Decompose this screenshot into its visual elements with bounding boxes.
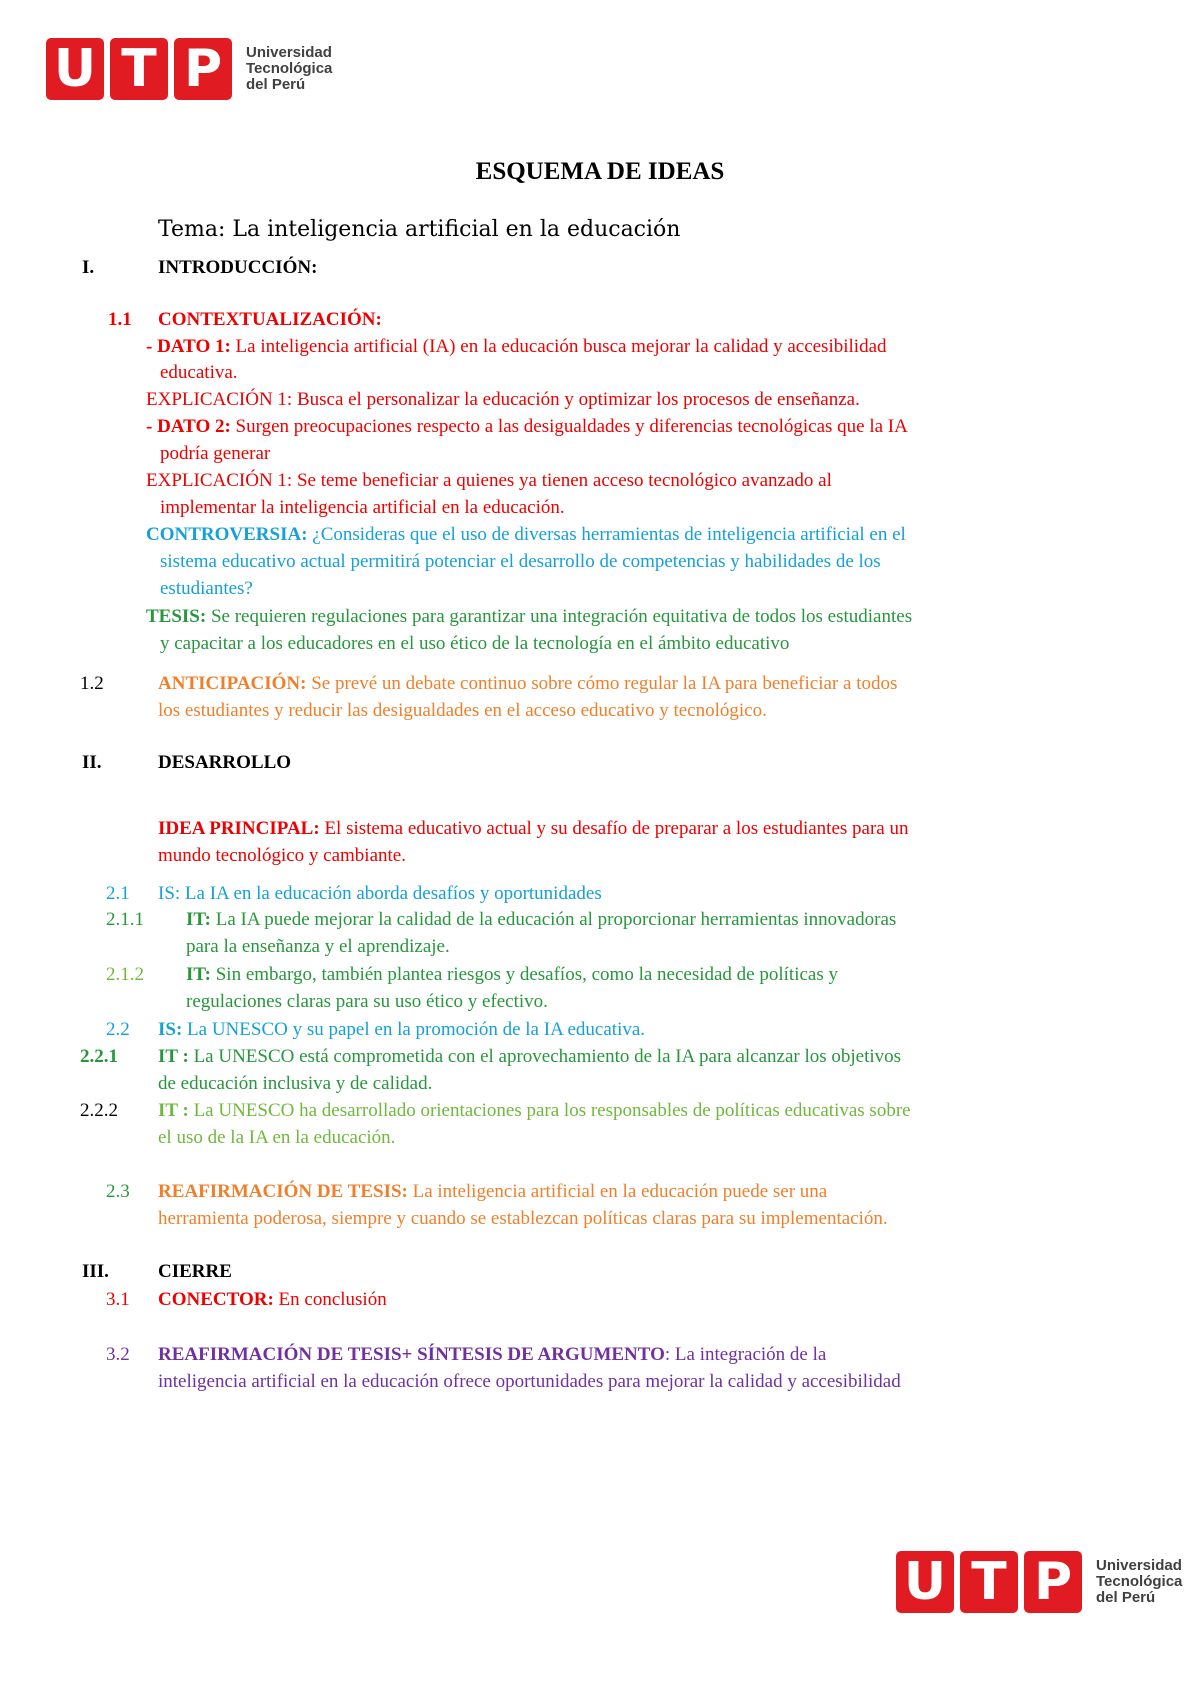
section-number-3: III. bbox=[82, 1261, 109, 1282]
subsection-2-1-text: IS: La IA en la educación aborda desafíos y oportunidades bbox=[158, 883, 602, 904]
subsection-number-2-2-1: 2.2.1 bbox=[80, 1046, 118, 1067]
subsection-number-3-2: 3.2 bbox=[106, 1344, 130, 1365]
explicacion-2-line-2: implementar la inteligencia artificial en la educación. bbox=[160, 497, 565, 518]
subsection-heading-contextualizacion: CONTEXTUALIZACIÓN: bbox=[158, 309, 382, 330]
subsection-2-2-1-line-2: de educación inclusiva y de calidad. bbox=[158, 1073, 433, 1094]
utp-logo-top bbox=[46, 38, 332, 100]
anticipacion-line-2: los estudiantes y reducir las desigualdades en el acceso educativo y tecnológico. bbox=[158, 700, 767, 721]
subsection-2-1-1-line-1: IT: La IA puede mejorar la calidad de la educación al proporcionar herramientas innovadoras bbox=[186, 909, 897, 930]
logo-letter-u: U bbox=[46, 38, 104, 100]
subsection-2-2-text: IS: La UNESCO y su papel en la promoción de la IA educativa. bbox=[158, 1019, 646, 1040]
idea-principal-line-1: IDEA PRINCIPAL: El sistema educativo actual y su desafío de preparar a los estudiantes para un bbox=[158, 818, 909, 839]
subsection-number-1-1: 1.1 bbox=[108, 309, 132, 330]
controversia-line-3: estudiantes? bbox=[160, 578, 253, 599]
idea-principal-line-2: mundo tecnológico y cambiante. bbox=[158, 845, 406, 866]
subsection-2-1-2-line-1: IT: Sin embargo, también plantea riesgos y desafíos, como la necesidad de políticas y bbox=[186, 964, 838, 985]
logo-letter-t: T bbox=[960, 1551, 1018, 1613]
reafirmacion-tesis-line-2: herramienta poderosa, siempre y cuando se establezcan políticas claras para su implementación. bbox=[158, 1208, 888, 1229]
tesis-line-2: y capacitar a los educadores en el uso ético de la tecnología en el ámbito educativo bbox=[160, 633, 790, 654]
subsection-number-2-2: 2.2 bbox=[106, 1019, 130, 1040]
tesis-line-1: TESIS: Se requieren regulaciones para garantizar una integración equitativa de todos los estudiantes bbox=[146, 606, 913, 627]
subsection-number-2-3: 2.3 bbox=[106, 1181, 130, 1202]
reafirmacion-tesis-line-1: REAFIRMACIÓN DE TESIS: La inteligencia artificial en la educación puede ser una bbox=[158, 1181, 828, 1202]
controversia-line-1: CONTROVERSIA: ¿Consideras que el uso de diversas herramientas de inteligencia artificial en el bbox=[146, 524, 906, 545]
dato-1-line-2: educativa. bbox=[160, 362, 238, 383]
dato-1-line-1: - DATO 1: La inteligencia artificial (IA) en la educación busca mejorar la calidad y accesibilidad bbox=[146, 336, 887, 357]
sintesis-line-1: REAFIRMACIÓN DE TESIS+ SÍNTESIS DE ARGUMENTO: La integración de la bbox=[158, 1344, 827, 1365]
logo-brand-text: Universidad Tecnológica del Perú bbox=[246, 44, 333, 93]
section-heading-cierre: CIERRE bbox=[158, 1261, 232, 1282]
subsection-number-2-1-2: 2.1.2 bbox=[106, 964, 144, 985]
dato-2-line-1: - DATO 2: Surgen preocupaciones respecto a las desigualdades y diferencias tecnológicas que la IA bbox=[146, 416, 908, 437]
sintesis-line-2: inteligencia artificial en la educación ofrece oportunidades para mejorar la calidad y accesibilidad bbox=[158, 1371, 901, 1392]
conector-line: CONECTOR: En conclusión bbox=[158, 1289, 387, 1310]
section-heading-introduccion: INTRODUCCIÓN: bbox=[158, 257, 318, 278]
section-heading-desarrollo: DESARROLLO bbox=[158, 752, 292, 773]
logo-letter-u: U bbox=[896, 1551, 954, 1613]
subsection-number-2-2-2: 2.2.2 bbox=[80, 1100, 118, 1121]
controversia-line-2: sistema educativo actual permitirá potenciar el desarrollo de competencias y habilidades de los bbox=[160, 551, 881, 572]
section-number-1: I. bbox=[82, 257, 95, 278]
anticipacion-line-1: ANTICIPACIÓN: Se prevé un debate continuo sobre cómo regular la IA para beneficiar a todos bbox=[158, 673, 898, 694]
subsection-number-2-1: 2.1 bbox=[106, 883, 130, 904]
subsection-2-2-1-line-1: IT : La UNESCO está comprometida con el aprovechamiento de la IA para alcanzar los objetivos bbox=[158, 1046, 902, 1067]
dato-2-line-2: podría generar bbox=[160, 443, 271, 464]
logo-letter-p: P bbox=[174, 38, 232, 100]
subsection-2-1-2-line-2: regulaciones claras para su uso ético y efectivo. bbox=[186, 991, 548, 1012]
subsection-number-1-2: 1.2 bbox=[80, 673, 104, 694]
document-title: ESQUEMA DE IDEAS bbox=[475, 158, 725, 185]
explicacion-2-line-1: EXPLICACIÓN 1: Se teme beneficiar a quienes ya tienen acceso tecnológico avanzado al bbox=[146, 470, 832, 491]
section-number-2: II. bbox=[82, 752, 102, 773]
logo-brand-text: Universidad Tecnológica del Perú bbox=[1096, 1557, 1183, 1606]
subsection-2-2-2-line-2: el uso de la IA en la educación. bbox=[158, 1127, 396, 1148]
subsection-2-1-1-line-2: para la enseñanza y el aprendizaje. bbox=[186, 936, 450, 957]
topic-line: Tema: La inteligencia artificial en la educación bbox=[158, 217, 681, 242]
logo-letter-p: P bbox=[1024, 1551, 1082, 1613]
logo-letter-t: T bbox=[110, 38, 168, 100]
subsection-number-2-1-1: 2.1.1 bbox=[106, 909, 144, 930]
explicacion-1: EXPLICACIÓN 1: Busca el personalizar la educación y optimizar los procesos de enseñanza. bbox=[146, 389, 860, 410]
subsection-number-3-1: 3.1 bbox=[106, 1289, 130, 1310]
utp-logo-bottom bbox=[896, 1551, 1182, 1613]
subsection-2-2-2-line-1: IT : La UNESCO ha desarrollado orientaciones para los responsables de políticas educativas sobre bbox=[158, 1100, 911, 1121]
